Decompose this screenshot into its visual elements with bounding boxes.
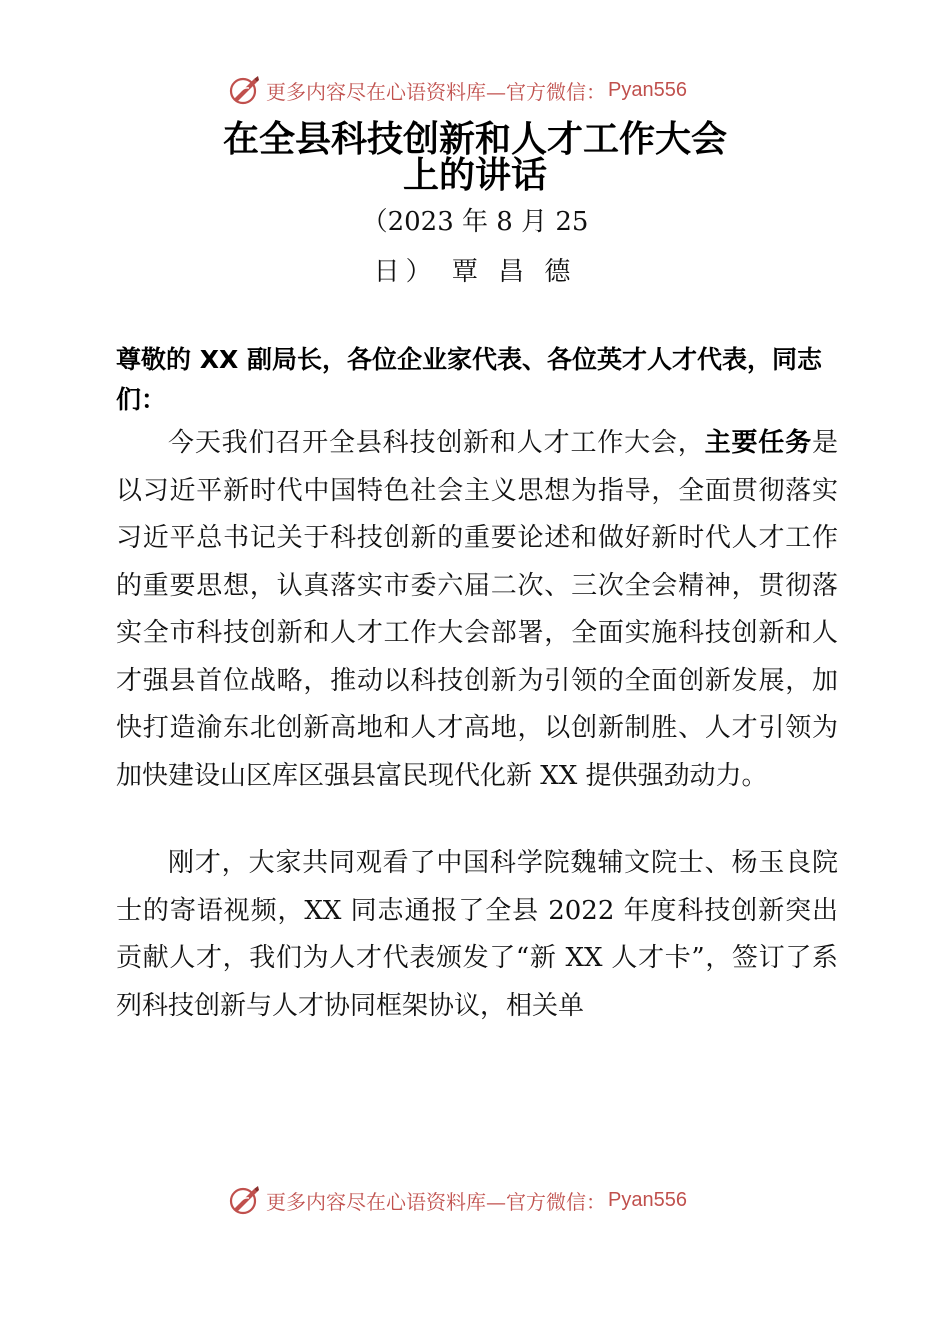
body-paragraph-1 [116, 420, 838, 800]
paragraph-1-intro: 今天我们召开全县科技创新和人才工作大会， [168, 428, 705, 458]
date-author-line: 日） 覃 昌 德 [373, 257, 577, 287]
header-watermark [228, 72, 748, 108]
watermark-wechat-id: Pyan556 [608, 1188, 687, 1211]
watermark-text: 更多内容尽在心语资料库—官方微信： [266, 1189, 606, 1214]
date-line-1: （2023 年 8 月 25 [361, 207, 589, 237]
footer-watermark [228, 1182, 748, 1218]
pen-logo-icon [228, 1183, 262, 1217]
emphasis-main-task: 主要任务 [704, 428, 812, 458]
salutation: 尊敬的 XX 副局长，各位企业家代表、各位英才人才代表，同志们： [116, 345, 822, 414]
body-paragraph-2: 刚才，大家共同观看了中国科学院魏辅文院士、杨玉良院士的寄语视频，XX 同志通报了全县 2022 年度科技创新突出贡献人才，我们为人才代表颁发了“新 XX 人才卡”，签订了系列科技创新与人才协同框架协议，相关单 [116, 848, 838, 1021]
speech-title-line-1: 在全县科技创新和人才工作大会 [222, 119, 727, 160]
pen-logo-icon [228, 73, 262, 107]
watermark-text: 更多内容尽在心语资料库—官方微信： [266, 79, 606, 104]
watermark-wechat-id: Pyan556 [608, 78, 687, 101]
speech-title-line-2: 上的讲话 [402, 155, 547, 196]
paragraph-1-rest: 是以习近平新时代中国特色社会主义思想为指导，全面贯彻落实习近平总书记关于科技创新的重要论述和做好新时代人才工作的重要思想，认真落实市委六届二次、三次全会精神，贯彻落实全市科技创新和人才工作大会部署，全面实施科技创新和人才强县首位战略，推动以科技创新为引领的全面创新发展，加快打造渝东北创新高地和人才高地，以创新制胜、人才引领为加快建设山区库区强县富民现代化新 XX 提供强劲动力。 [116, 428, 838, 791]
